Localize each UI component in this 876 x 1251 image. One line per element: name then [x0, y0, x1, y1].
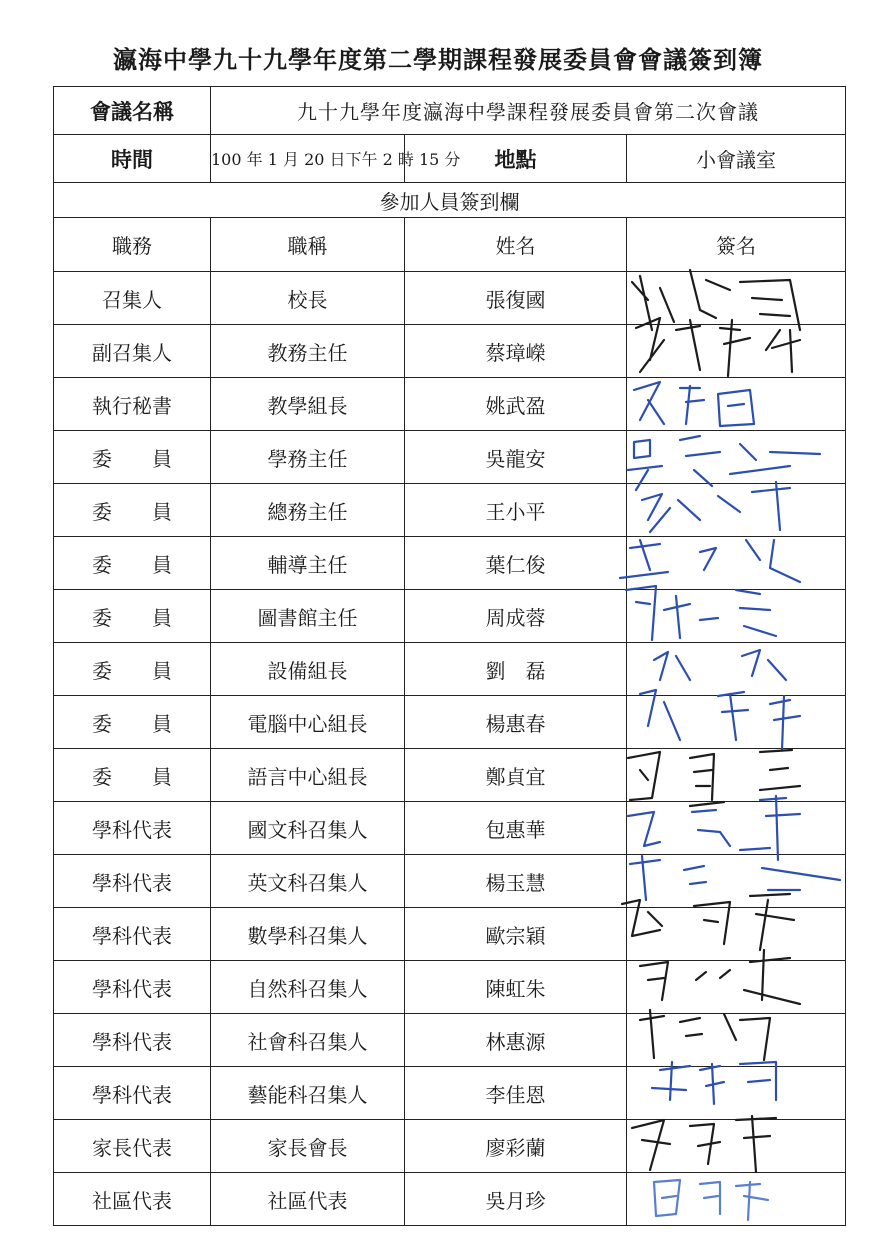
member-signature — [627, 1014, 846, 1067]
member-position: 總務主任 — [211, 484, 405, 537]
member-name: 歐宗穎 — [405, 908, 627, 961]
member-position: 電腦中心組長 — [211, 696, 405, 749]
member-row — [54, 378, 846, 431]
member-position: 英文科召集人 — [211, 855, 405, 908]
member-duty: 學科代表 — [54, 908, 211, 961]
member-position: 教學組長 — [211, 378, 405, 431]
member-row — [54, 1173, 846, 1226]
meeting-name-row — [54, 87, 846, 135]
member-row — [54, 961, 846, 1014]
member-row — [54, 749, 846, 802]
member-position: 語言中心組長 — [211, 749, 405, 802]
member-row — [54, 431, 846, 484]
member-duty: 副召集人 — [54, 325, 211, 378]
member-name: 張復國 — [405, 272, 627, 325]
time-value: 100 年 1 月 20 日下午 2 時 15 分 — [211, 135, 405, 183]
member-position: 圖書館主任 — [211, 590, 405, 643]
time-label: 時間 — [54, 135, 211, 183]
member-row — [54, 855, 846, 908]
time-place-row — [54, 135, 846, 183]
member-position: 學務主任 — [211, 431, 405, 484]
member-position: 數學科召集人 — [211, 908, 405, 961]
member-name: 姚武盈 — [405, 378, 627, 431]
member-row — [54, 643, 846, 696]
member-name: 劉 磊 — [405, 643, 627, 696]
member-signature — [627, 272, 846, 325]
member-name: 周成蓉 — [405, 590, 627, 643]
member-name: 葉仁俊 — [405, 537, 627, 590]
member-row — [54, 325, 846, 378]
member-signature — [627, 537, 846, 590]
member-duty: 委 員 — [54, 537, 211, 590]
member-duty: 委 員 — [54, 696, 211, 749]
member-name: 王小平 — [405, 484, 627, 537]
member-signature — [627, 749, 846, 802]
member-signature — [627, 908, 846, 961]
member-name: 吳龍安 — [405, 431, 627, 484]
member-duty: 委 員 — [54, 749, 211, 802]
member-position: 輔導主任 — [211, 537, 405, 590]
member-duty: 社區代表 — [54, 1173, 211, 1226]
member-position: 自然科召集人 — [211, 961, 405, 1014]
member-signature — [627, 696, 846, 749]
member-position: 家長會長 — [211, 1120, 405, 1173]
header-duty: 職務 — [54, 218, 211, 272]
member-name: 李佳恩 — [405, 1067, 627, 1120]
member-name: 楊玉慧 — [405, 855, 627, 908]
section-title: 參加人員簽到欄 — [54, 183, 846, 218]
member-position: 藝能科召集人 — [211, 1067, 405, 1120]
member-signature — [627, 1173, 846, 1226]
member-signature — [627, 855, 846, 908]
header-position: 職稱 — [211, 218, 405, 272]
member-duty: 委 員 — [54, 590, 211, 643]
member-position: 設備組長 — [211, 643, 405, 696]
sign-in-table — [53, 86, 846, 1226]
member-signature — [627, 484, 846, 537]
member-signature — [627, 1067, 846, 1120]
member-name: 吳月珍 — [405, 1173, 627, 1226]
place-label: 地點 — [405, 135, 627, 183]
member-name: 陳虹朱 — [405, 961, 627, 1014]
member-position: 校長 — [211, 272, 405, 325]
member-duty: 學科代表 — [54, 855, 211, 908]
member-position: 社區代表 — [211, 1173, 405, 1226]
header-signature: 簽名 — [627, 218, 846, 272]
member-duty: 家長代表 — [54, 1120, 211, 1173]
member-row — [54, 484, 846, 537]
member-row — [54, 696, 846, 749]
member-signature — [627, 590, 846, 643]
member-position: 國文科召集人 — [211, 802, 405, 855]
meeting-name-value: 九十九學年度瀛海中學課程發展委員會第二次會議 — [211, 87, 846, 135]
member-duty: 召集人 — [54, 272, 211, 325]
member-signature — [627, 1120, 846, 1173]
member-duty: 學科代表 — [54, 1014, 211, 1067]
member-row — [54, 590, 846, 643]
member-duty: 委 員 — [54, 484, 211, 537]
member-duty: 學科代表 — [54, 961, 211, 1014]
member-duty: 學科代表 — [54, 1067, 211, 1120]
member-signature — [627, 802, 846, 855]
member-position: 社會科召集人 — [211, 1014, 405, 1067]
member-name: 蔡璋嶸 — [405, 325, 627, 378]
member-name: 鄭貞宜 — [405, 749, 627, 802]
member-position: 教務主任 — [211, 325, 405, 378]
member-name: 林惠源 — [405, 1014, 627, 1067]
header-name: 姓名 — [405, 218, 627, 272]
member-rows — [54, 272, 846, 1226]
member-signature — [627, 325, 846, 378]
member-duty: 執行秘書 — [54, 378, 211, 431]
header-row — [54, 218, 846, 272]
member-signature — [627, 378, 846, 431]
member-row — [54, 1067, 846, 1120]
member-row — [54, 802, 846, 855]
member-row — [54, 272, 846, 325]
member-name: 包惠華 — [405, 802, 627, 855]
member-row — [54, 1120, 846, 1173]
member-name: 廖彩蘭 — [405, 1120, 627, 1173]
member-duty: 學科代表 — [54, 802, 211, 855]
place-value: 小會議室 — [627, 135, 846, 183]
member-duty: 委 員 — [54, 431, 211, 484]
section-title-row — [54, 183, 846, 218]
member-name: 楊惠春 — [405, 696, 627, 749]
member-row — [54, 537, 846, 590]
member-row — [54, 1014, 846, 1067]
member-signature — [627, 431, 846, 484]
member-row — [54, 908, 846, 961]
document-title: 瀛海中學九十九學年度第二學期課程發展委員會會議簽到簿 — [113, 46, 763, 74]
member-signature — [627, 643, 846, 696]
meeting-name-label: 會議名稱 — [54, 87, 211, 135]
member-duty: 委 員 — [54, 643, 211, 696]
member-signature — [627, 961, 846, 1014]
